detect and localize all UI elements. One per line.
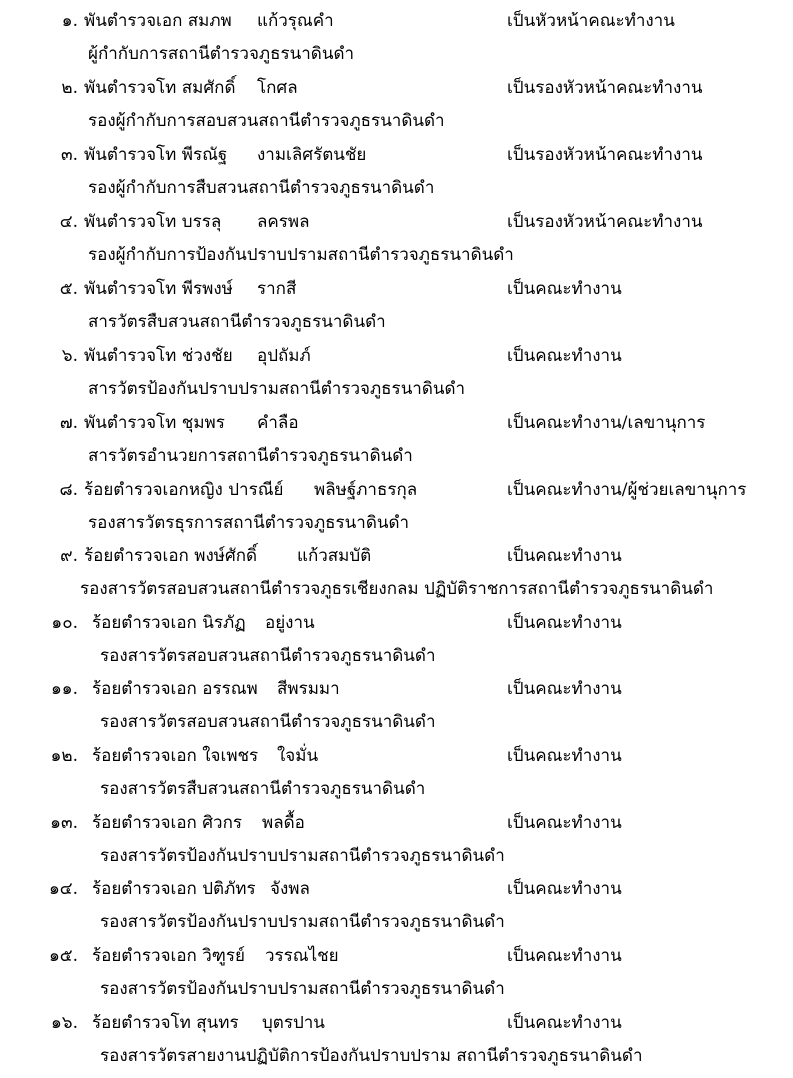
member-last-name: บุตรปาน: [262, 1013, 325, 1033]
member-position: รองสารวัตรป้องกันปราบปรามสถานีตำรวจภูธรนาดินดำ: [100, 846, 505, 866]
item-number: ๑๖.: [51, 1013, 78, 1033]
committee-member-16: [0, 1007, 793, 1073]
item-number: ๒.: [61, 78, 78, 98]
item-number: ๖.: [61, 346, 78, 366]
member-rank-and-first-name: ร้อยตำรวจเอกหญิง ปารณีย์: [84, 480, 284, 500]
member-role: เป็นคณะทำงาน: [507, 346, 622, 366]
member-last-name: พลิษฐ์ภาธรกุล: [314, 480, 418, 500]
member-rank-and-first-name: ร้อยตำรวจเอก ใจเพชร: [92, 746, 259, 766]
item-number: ๑๕.: [48, 946, 78, 966]
member-last-name: สีพรมมา: [277, 679, 340, 699]
member-rank-and-first-name: พันตำรวจโท ช่วงชัย: [84, 346, 233, 366]
committee-member-1: [0, 5, 793, 71]
member-line: [0, 607, 793, 640]
item-number: ๔.: [59, 212, 78, 232]
member-position: รองสารวัตรสอบสวนสถานีตำรวจภูธรเชียงกลม ปฏิบัติราชการสถานีตำรวจภูธรนาดินดำ: [80, 579, 714, 599]
member-rank-and-first-name: ร้อยตำรวจเอก นิรภัฏ: [92, 613, 246, 633]
item-number: ๗.: [59, 413, 78, 433]
member-position: รองผู้กำกับการป้องกันปราบปรามสถานีตำรวจภูธรนาดินดำ: [88, 245, 514, 265]
member-position: รองสารวัตรป้องกันปราบปรามสถานีตำรวจภูธรนาดินดำ: [100, 912, 505, 932]
member-rank-and-first-name: ร้อยตำรวจเอก ปติภัทร: [92, 879, 256, 899]
member-rank-and-first-name: พันตำรวจโท บรรลุ: [84, 212, 222, 232]
committee-member-13: [0, 807, 793, 873]
item-number: ๑.: [61, 11, 78, 31]
member-role: เป็นคณะทำงาน: [507, 279, 622, 299]
member-line: [0, 340, 793, 373]
member-line: [0, 1007, 793, 1040]
committee-member-15: [0, 940, 793, 1006]
member-role: เป็นคณะทำงาน: [507, 879, 622, 899]
member-role: เป็นคณะทำงาน: [507, 613, 622, 633]
member-rank-and-first-name: ร้อยตำรวจโท สุนทร: [92, 1013, 239, 1033]
member-position: รองผู้กำกับการสืบสวนสถานีตำรวจภูธรนาดินดำ: [88, 178, 435, 198]
committee-member-5: [0, 273, 793, 339]
member-role: เป็นคณะทำงาน: [507, 546, 622, 566]
member-role: เป็นคณะทำงาน/ผู้ช่วยเลขานุการ: [507, 480, 747, 500]
member-rank-and-first-name: พันตำรวจโท ชุมพร: [84, 413, 225, 433]
member-last-name: งามเลิศรัตนชัย: [257, 145, 367, 165]
member-line: [0, 206, 793, 239]
member-rank-and-first-name: พันตำรวจโท พีรพงษ์: [84, 279, 233, 299]
member-rank-and-first-name: พันตำรวจเอก สมภพ: [84, 11, 232, 31]
member-last-name: ใจมั่น: [277, 746, 319, 766]
member-position: รองสารวัตรป้องกันปราบปรามสถานีตำรวจภูธรนาดินดำ: [100, 979, 505, 999]
member-last-name: พลดื้อ: [262, 813, 305, 833]
member-last-name: วรรณไชย: [265, 946, 339, 966]
member-role: เป็นรองหัวหน้าคณะทำงาน: [507, 78, 703, 98]
committee-member-10: [0, 607, 793, 673]
member-line: [0, 740, 793, 773]
member-position: รองผู้กำกับการสอบสวนสถานีตำรวจภูธรนาดินดำ: [88, 111, 445, 131]
member-position: รองสารวัตรสายงานปฏิบัติการป้องกันปราบปราม สถานีตำรวจภูธรนาดินดำ: [100, 1046, 643, 1066]
member-line: [0, 139, 793, 172]
member-line: [0, 72, 793, 105]
member-role: เป็นคณะทำงาน: [507, 746, 622, 766]
member-last-name: แก้วสมบัติ: [297, 546, 372, 566]
member-position: รองสารวัตรสอบสวนสถานีตำรวจภูธรนาดินดำ: [100, 646, 436, 666]
member-rank-and-first-name: ร้อยตำรวจเอก พงษ์ศักดิ์: [84, 546, 258, 566]
item-number: ๑๔.: [48, 879, 78, 899]
member-last-name: อยู่งาน: [265, 613, 315, 633]
member-last-name: แก้วรุณคำ: [257, 11, 334, 31]
member-rank-and-first-name: พันตำรวจโท พีรณัฐ: [84, 145, 228, 165]
member-last-name: โกศล: [257, 78, 298, 98]
member-rank-and-first-name: ร้อยตำรวจเอก ศิวกร: [92, 813, 243, 833]
item-number: ๓.: [60, 145, 78, 165]
member-position: รองสารวัตรธุรการสถานีตำรวจภูธรนาดินดำ: [88, 513, 410, 533]
member-line: [0, 273, 793, 306]
member-last-name: จังพล: [270, 879, 310, 899]
member-position: ผู้กำกับการสถานีตำรวจภูธรนาดินดำ: [88, 44, 355, 64]
member-last-name: อุปถัมภ์: [257, 346, 311, 366]
member-role: เป็นคณะทำงาน: [507, 679, 622, 699]
committee-member-11: [0, 673, 793, 739]
committee-member-9: [0, 540, 793, 606]
member-role: เป็นคณะทำงาน: [507, 946, 622, 966]
member-line: [0, 5, 793, 38]
member-role: เป็นคณะทำงาน/เลขานุการ: [507, 413, 706, 433]
item-number: ๑๒.: [50, 746, 78, 766]
member-line: [0, 940, 793, 973]
member-position: สารวัตรสืบสวนสถานีตำรวจภูธรนาดินดำ: [88, 312, 386, 332]
committee-member-4: [0, 206, 793, 272]
member-role: เป็นคณะทำงาน: [507, 1013, 622, 1033]
member-line: [0, 673, 793, 706]
committee-member-2: [0, 72, 793, 138]
committee-member-12: [0, 740, 793, 806]
member-role: เป็นรองหัวหน้าคณะทำงาน: [507, 212, 703, 232]
member-rank-and-first-name: ร้อยตำรวจเอก วิฑูรย์: [92, 946, 245, 966]
member-line: [0, 540, 793, 573]
item-number: ๙.: [60, 546, 78, 566]
committee-member-6: [0, 340, 793, 406]
item-number: ๑๓.: [50, 813, 78, 833]
committee-member-3: [0, 139, 793, 205]
committee-member-14: [0, 873, 793, 939]
member-line: [0, 407, 793, 440]
committee-member-8: [0, 474, 793, 540]
item-number: ๕.: [59, 279, 78, 299]
member-position: รองสารวัตรสอบสวนสถานีตำรวจภูธรนาดินดำ: [100, 712, 436, 732]
member-role: เป็นหัวหน้าคณะทำงาน: [507, 11, 675, 31]
member-role: เป็นรองหัวหน้าคณะทำงาน: [507, 145, 703, 165]
member-last-name: รากสี: [257, 279, 297, 299]
member-rank-and-first-name: ร้อยตำรวจเอก อรรณพ: [92, 679, 258, 699]
member-role: เป็นคณะทำงาน: [507, 813, 622, 833]
member-position: สารวัตรอำนวยการสถานีตำรวจภูธรนาดินดำ: [88, 446, 413, 466]
member-line: [0, 474, 793, 507]
member-line: [0, 807, 793, 840]
member-last-name: คำลือ: [257, 413, 299, 433]
member-position: รองสารวัตรสืบสวนสถานีตำรวจภูธรนาดินดำ: [100, 779, 426, 799]
committee-member-7: [0, 407, 793, 473]
item-number: ๑๐.: [51, 613, 78, 633]
item-number: ๑๑.: [51, 679, 78, 699]
member-line: [0, 873, 793, 906]
member-rank-and-first-name: พันตำรวจโท สมศักดิ์: [84, 78, 236, 98]
item-number: ๘.: [59, 480, 78, 500]
member-last-name: ลครพล: [257, 212, 310, 232]
member-position: สารวัตรป้องกันปราบปรามสถานีตำรวจภูธรนาดินดำ: [88, 379, 466, 399]
